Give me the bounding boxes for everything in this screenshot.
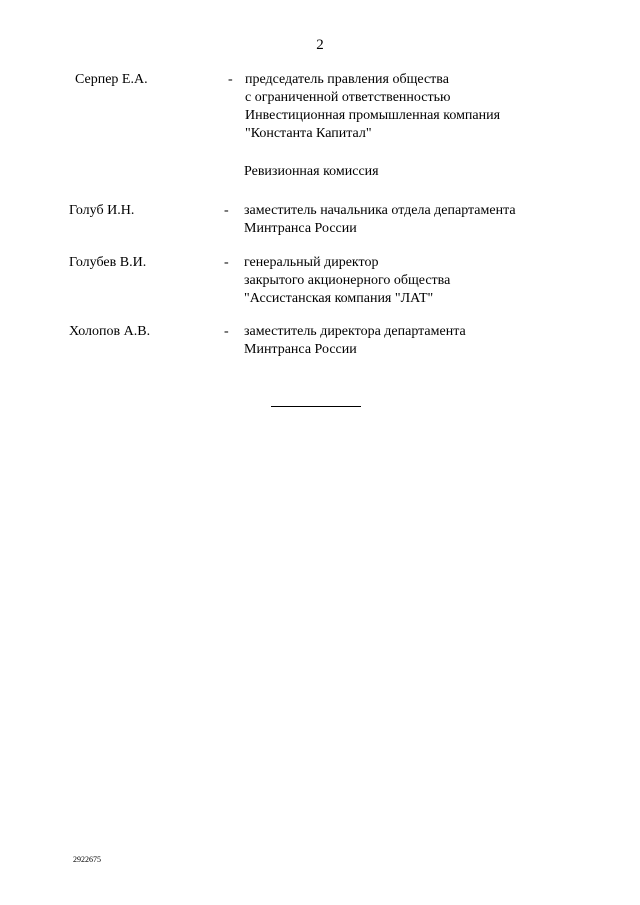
document-code: 2922675 [73,855,101,864]
position-line: "Константа Капитал" [245,126,372,141]
member-name: Холопов А.В. [69,324,151,339]
position-line: Инвестиционная промышленная компания [245,108,501,123]
member-position [244,323,466,359]
member-position [245,71,500,143]
position-line: "Ассистанская компания "ЛАТ" [244,291,434,306]
page-number: 2 [316,37,324,53]
position-line: заместитель директора департамента [244,324,466,339]
section-title: Ревизионная комиссия [244,164,379,179]
position-line: председатель правления общества [245,72,449,87]
member-name: Серпер Е.А. [75,72,148,87]
closing-rule [271,406,361,407]
position-line: Минтранса России [244,342,357,357]
member-name: Голуб И.Н. [69,203,135,218]
position-line: Минтранса России [244,221,357,236]
position-line: с ограниченной ответственностью [245,90,451,105]
position-line: генеральный директор [244,255,379,270]
separator-dash: - [224,255,229,270]
separator-dash: - [228,72,233,87]
position-line: заместитель начальника отдела департамента [244,203,516,218]
position-line: закрытого акционерного общества [244,273,451,288]
member-position [244,202,516,238]
separator-dash: - [224,203,229,218]
separator-dash: - [224,324,229,339]
member-name: Голубев В.И. [69,255,147,270]
member-position [244,254,450,308]
